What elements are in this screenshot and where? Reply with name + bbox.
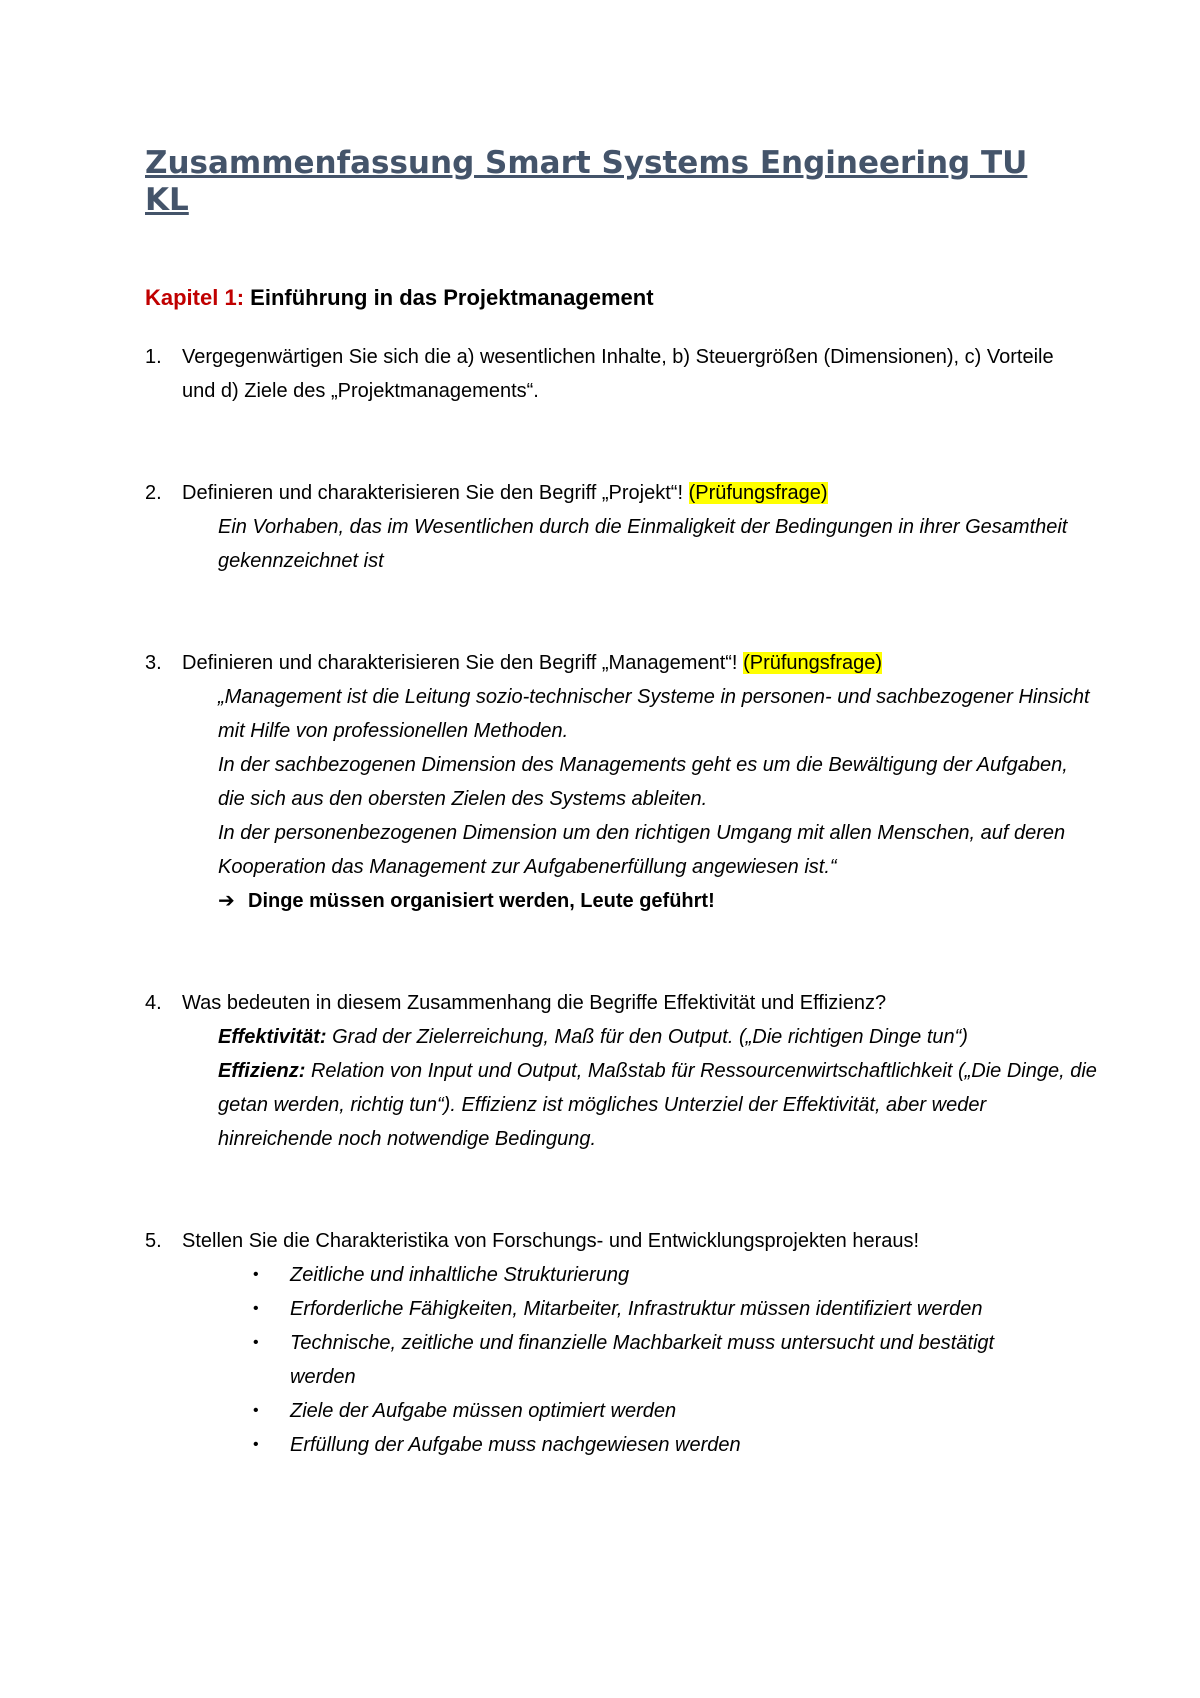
- exam-question-tag: (Prüfungsfrage): [743, 652, 883, 674]
- conclusion: [218, 884, 1098, 918]
- question-2: [145, 476, 1085, 510]
- exam-question-tag: (Prüfungsfrage): [688, 482, 828, 504]
- question-number: 5.: [145, 1230, 162, 1252]
- answer-2: [218, 510, 1098, 578]
- question-number: 4.: [145, 992, 162, 1014]
- bullet-icon: •: [253, 1436, 259, 1453]
- list-item-text: Ziele der Aufgabe müssen optimiert werden: [290, 1400, 677, 1422]
- question-number: 3.: [145, 652, 162, 674]
- answer-line: In der personenbezogenen Dimension um den richtigen Umgang mit allen Menschen, auf deren Kooperation das Management zur Aufgabenerfüllung angewiesen ist.“: [218, 822, 1066, 878]
- answer-line: „Management ist die Leitung sozio-technischer Systeme in personen- und sachbezogener Hinsicht mit Hilfe von professionellen Methoden.: [218, 686, 1090, 742]
- bullet-icon: •: [253, 1266, 259, 1283]
- question-number: 2.: [145, 482, 162, 504]
- question-3: [145, 646, 1085, 680]
- list-item-text: Erforderliche Fähigkeiten, Mitarbeiter, Infrastruktur müssen identifiziert werden: [290, 1298, 983, 1320]
- term-definition: [218, 1020, 1098, 1054]
- arrow-right-icon: ➔: [218, 890, 235, 912]
- question-number: 1.: [145, 346, 162, 368]
- chapter-heading: [145, 283, 654, 313]
- answer-line: In der sachbezogenen Dimension des Managements geht es um die Bewältigung der Aufgaben, die sich aus den obersten Zielen des Systems ableiten.: [218, 754, 1068, 810]
- list-item: [245, 1292, 1045, 1326]
- question-text: Stellen Sie die Charakteristika von Forschungs- und Entwicklungsprojekten heraus!: [182, 1230, 920, 1252]
- bullet-list: [245, 1258, 1045, 1462]
- chapter-prefix: Kapitel 1:: [145, 285, 245, 310]
- bullet-icon: •: [253, 1300, 259, 1317]
- answer-4: [218, 1020, 1098, 1156]
- document-title: Zusammenfassung Smart Systems Engineering TU KL: [145, 145, 1028, 218]
- term-definition: [218, 1054, 1098, 1156]
- chapter-title: Einführung in das Projektmanagement: [250, 285, 654, 310]
- list-item: [245, 1258, 1045, 1292]
- list-item: [245, 1326, 1045, 1394]
- list-item: [245, 1394, 1045, 1428]
- list-item-text: Zeitliche und inhaltliche Strukturierung: [290, 1264, 630, 1286]
- term-text: Relation von Input und Output, Maßstab für Ressourcenwirtschaftlichkeit („Die Dinge, die getan werden, richtig tun“). Effizienz ist mögliches Unterziel der Effektivität, aber weder hinreichende noch notwendige Bedingung.: [218, 1060, 1097, 1150]
- term-label: Effektivität:: [218, 1026, 327, 1048]
- bullet-icon: •: [253, 1334, 259, 1351]
- question-4: [145, 986, 1085, 1020]
- question-5: [145, 1224, 1085, 1258]
- term-label: Effizienz:: [218, 1060, 306, 1082]
- question-text: Definieren und charakterisieren Sie den Begriff „Projekt“!: [182, 482, 683, 504]
- answer-text: Ein Vorhaben, das im Wesentlichen durch die Einmaligkeit der Bedingungen in ihrer Gesamtheit gekennzeichnet ist: [218, 516, 1068, 572]
- question-text: Definieren und charakterisieren Sie den Begriff „Management“!: [182, 652, 738, 674]
- conclusion-text: Dinge müssen organisiert werden, Leute geführt!: [248, 890, 715, 912]
- list-item: [245, 1428, 1045, 1462]
- list-item-text: Technische, zeitliche und finanzielle Machbarkeit muss untersucht und bestätigt werden: [290, 1332, 995, 1388]
- bullet-icon: •: [253, 1402, 259, 1419]
- question-1: [145, 340, 1085, 408]
- answer-3: [218, 680, 1098, 918]
- question-text: Was bedeuten in diesem Zusammenhang die Begriffe Effektivität und Effizienz?: [182, 992, 887, 1014]
- term-text: Grad der Zielerreichung, Maß für den Output. („Die richtigen Dinge tun“): [332, 1026, 968, 1048]
- list-item-text: Erfüllung der Aufgabe muss nachgewiesen werden: [290, 1434, 741, 1456]
- question-text: Vergegenwärtigen Sie sich die a) wesentlichen Inhalte, b) Steuergrößen (Dimensionen), c) Vorteile und d) Ziele des „Projektmanagements“.: [182, 346, 1054, 402]
